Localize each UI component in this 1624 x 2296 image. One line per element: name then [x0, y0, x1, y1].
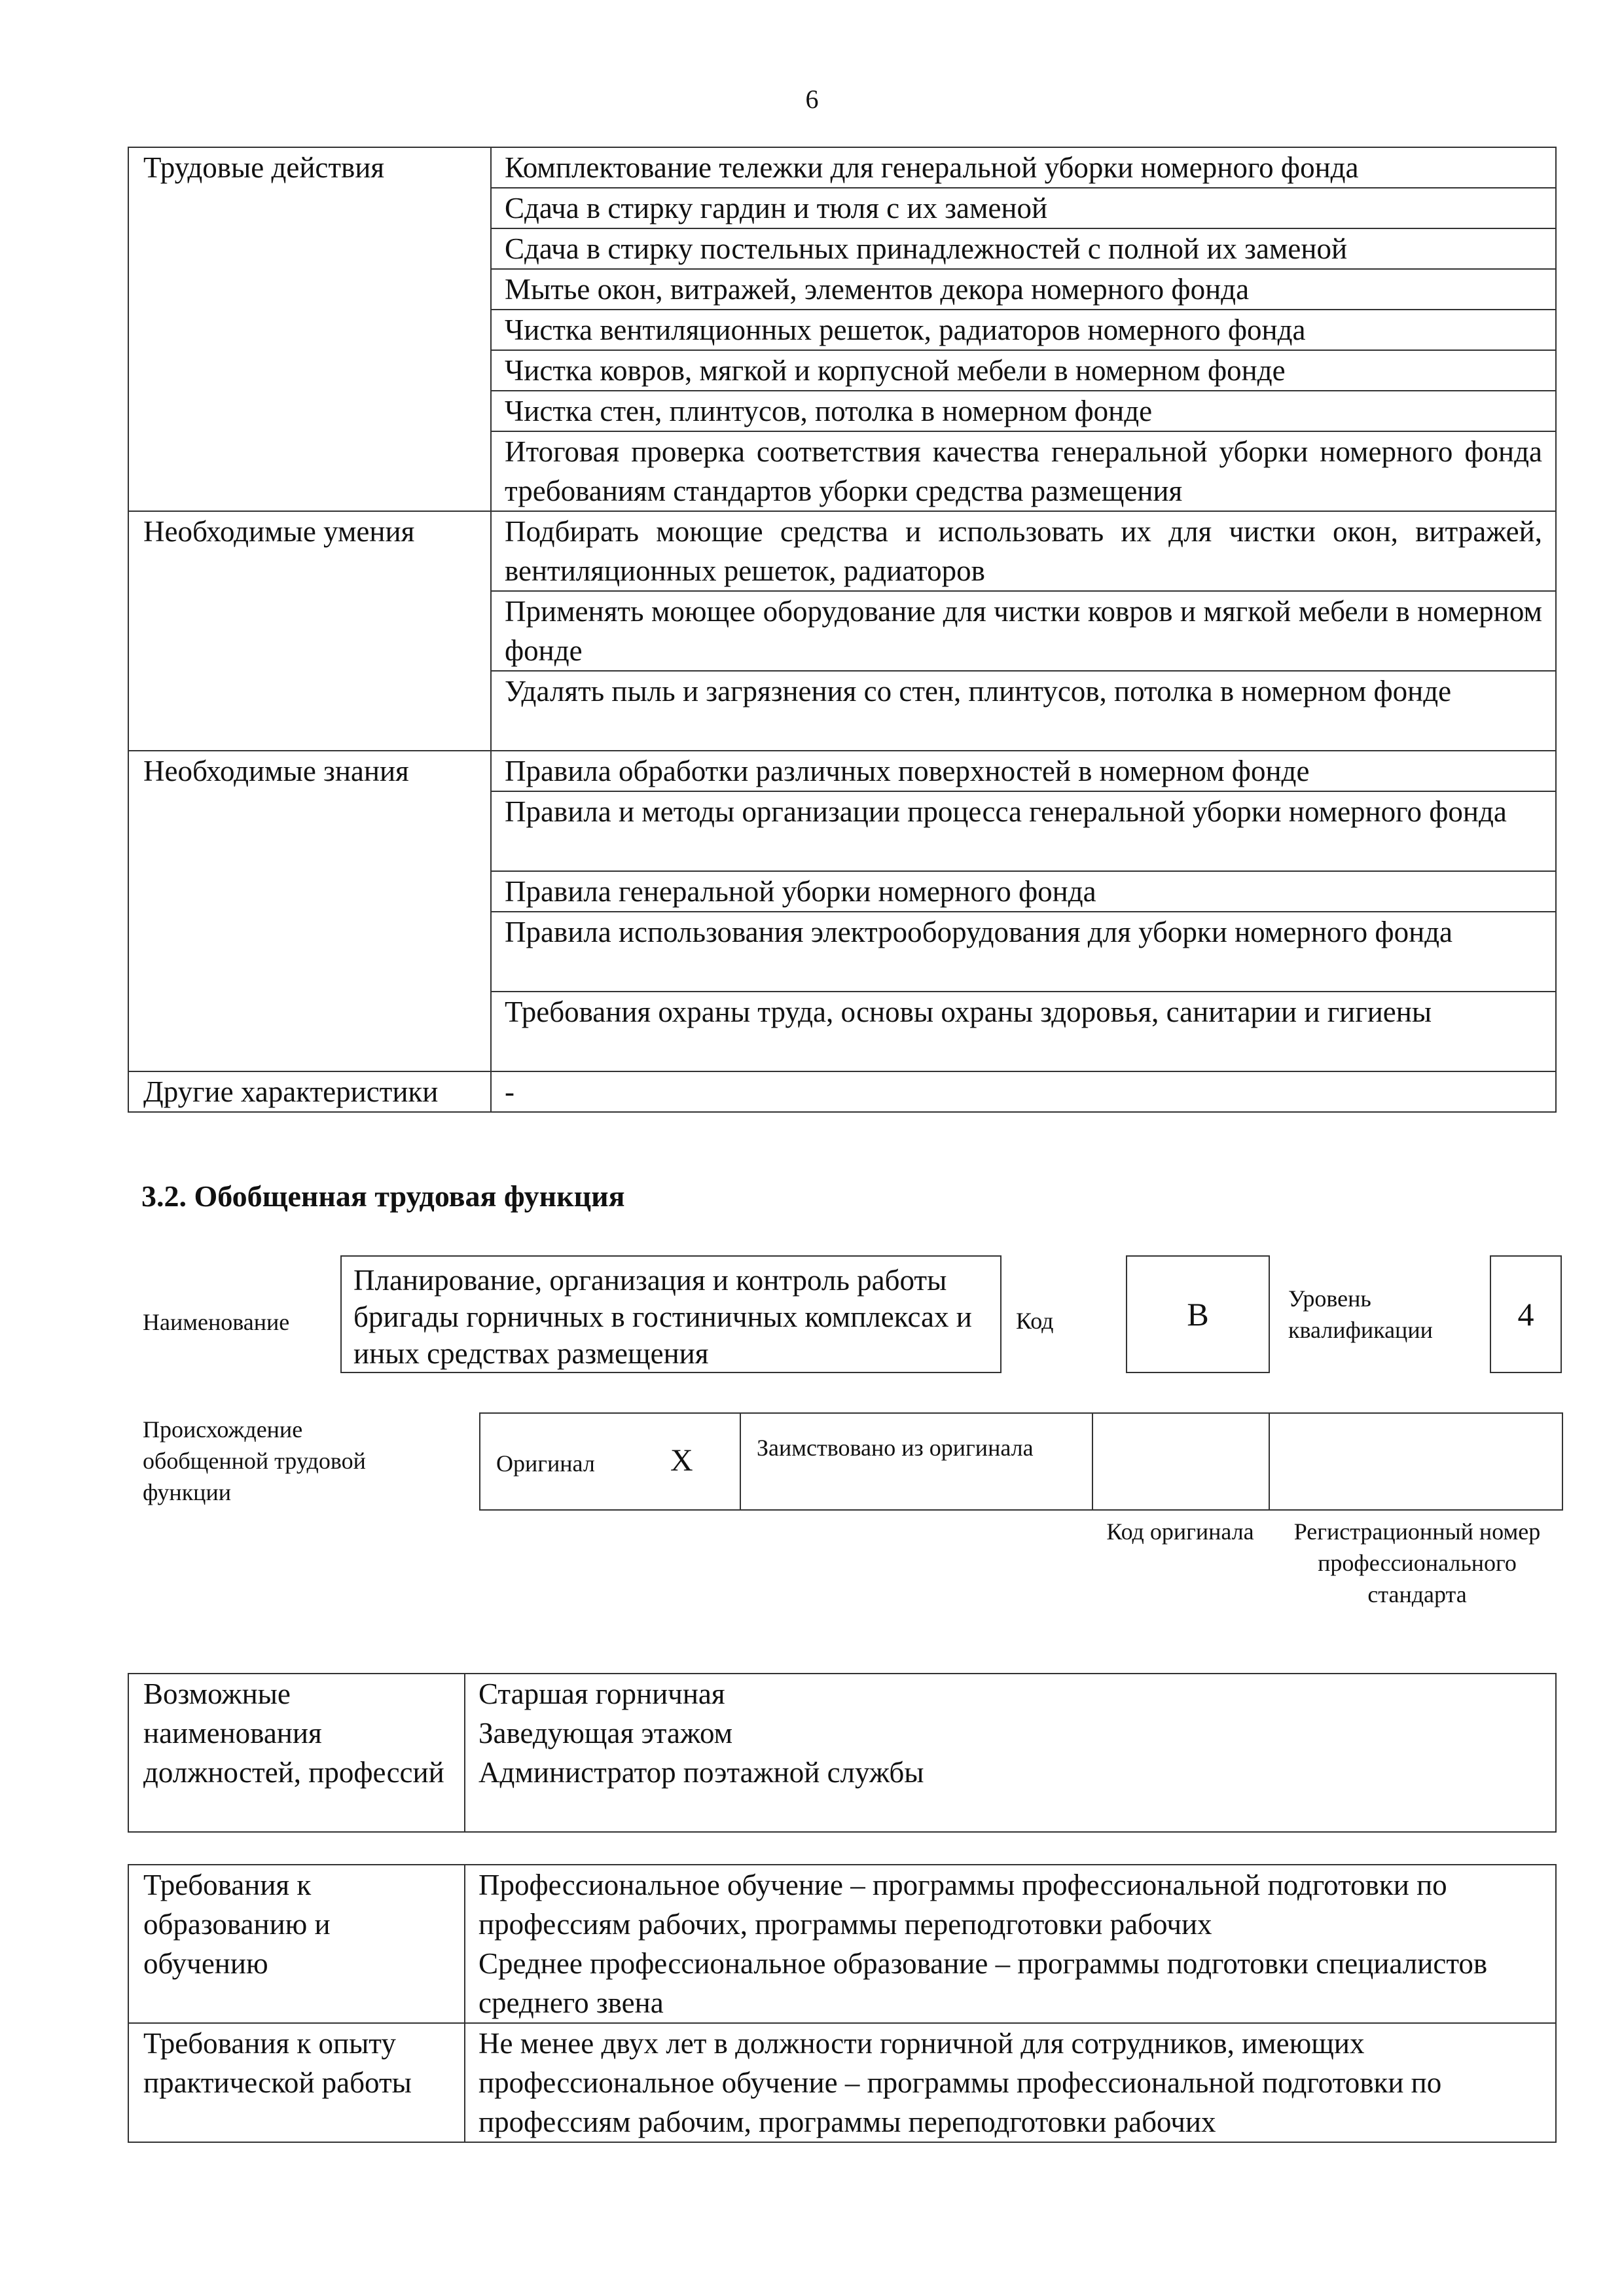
positions-values: [465, 1674, 1556, 1832]
education-requirements-label: Требования к образованию и обучению: [128, 1865, 465, 2023]
position-item: Заведующая этажом: [478, 1717, 733, 1749]
labour-action-item: Сдача в стирку постельных принадлежностей с полной их заменой: [491, 228, 1556, 269]
function-name-box: [340, 1255, 1001, 1373]
knowledge-item: Правила и методы организации процесса генеральной уборки номерного фонда: [491, 791, 1556, 871]
skill-item: Подбирать моющие средства и использовать их для чистки окон, витражей, вентиляционных решеток, радиаторов: [491, 511, 1556, 591]
positions-table: [128, 1673, 1557, 1833]
code-value-box: [1126, 1255, 1270, 1373]
knowledge-item: Правила обработки различных поверхностей в номерном фонде: [491, 751, 1556, 791]
original-mark: X: [670, 1443, 693, 1478]
page-number: 6: [805, 84, 819, 114]
code-original-caption: Код оригинала: [1106, 1518, 1254, 1545]
labour-function-table: [128, 147, 1557, 1113]
name-label: Наименование: [143, 1309, 290, 1335]
knowledge-item: Правила использования электрооборудования для уборки номерного фонда: [491, 912, 1556, 992]
row-label-labour-actions: Трудовые действия: [128, 147, 491, 511]
experience-item: Не менее двух лет в должности горничной для сотрудников, имеющих профессиональное обучение – программы профессиональной подготовки по профессиям рабочим, программы переподготовки рабочих: [478, 2027, 1442, 2138]
labour-action-item: Сдача в стирку гардин и тюля с их заменой: [491, 188, 1556, 228]
knowledge-item: Требования охраны труда, основы охраны здоровья, санитарии и гигиены: [491, 992, 1556, 1071]
qualification-level-box: [1490, 1255, 1562, 1373]
section-heading: 3.2. Обобщенная трудовая функция: [141, 1179, 625, 1213]
function-name-value: Планирование, организация и контроль работы бригады горничных в гостиничных комплексах и иных средствах размещения: [353, 1264, 972, 1370]
other-characteristics-value: -: [491, 1071, 1556, 1112]
education-item: Профессиональное обучение – программы профессиональной подготовки по профессиям рабочих, программы переподготовки рабочих: [478, 1869, 1447, 1941]
labour-action-item: Комплектование тележки для генеральной уборки номерного фонда: [491, 147, 1556, 188]
skill-item: Удалять пыль и загрязнения со стен, плинтусов, потолка в номерном фонде: [491, 671, 1556, 751]
code-value: B: [1187, 1296, 1209, 1333]
experience-requirements-label: Требования к опыту практической работы: [128, 2023, 465, 2142]
original-label: Оригинал: [496, 1450, 595, 1477]
code-label: Код: [1016, 1308, 1054, 1334]
labour-action-item: Чистка стен, плинтусов, потолка в номерном фонде: [491, 391, 1556, 431]
labour-action-item: Чистка ковров, мягкой и корпусной мебели в номерном фонде: [491, 350, 1556, 391]
origin-divider: [1092, 1412, 1093, 1511]
positions-label: Возможные наименования должностей, профессий: [128, 1674, 465, 1832]
position-item: Старшая горничная: [478, 1677, 725, 1710]
position-item: Администратор поэтажной службы: [478, 1756, 924, 1789]
origin-label: Происхождение обобщенной трудовой функции: [143, 1416, 366, 1505]
education-item: Среднее профессиональное образование – программы подготовки специалистов среднего звена: [478, 1947, 1488, 2019]
labour-action-item: Итоговая проверка соответствия качества генеральной уборки номерного фонда требованиям стандартов уборки средства размещения: [491, 431, 1556, 511]
row-label-required-skills: Необходимые умения: [128, 511, 491, 751]
origin-divider: [1269, 1412, 1270, 1511]
registration-number-caption: Регистрационный номер профессионального стандарта: [1293, 1518, 1541, 1607]
row-label-other-characteristics: Другие характеристики: [128, 1071, 491, 1112]
skill-item: Применять моющее оборудование для чистки ковров и мягкой мебели в номерном фонде: [491, 591, 1556, 671]
knowledge-item: Правила генеральной уборки номерного фонда: [491, 871, 1556, 912]
qualification-level-label: Уровень квалификации: [1288, 1285, 1433, 1343]
labour-action-item: Мытье окон, витражей, элементов декора номерного фонда: [491, 269, 1556, 310]
origin-divider: [740, 1412, 741, 1511]
requirements-table: [128, 1864, 1557, 2143]
labour-action-item: Чистка вентиляционных решеток, радиаторов номерного фонда: [491, 310, 1556, 350]
qualification-level-value: 4: [1517, 1296, 1534, 1333]
borrowed-label: Заимствовано из оригинала: [757, 1435, 1034, 1461]
row-label-required-knowledge: Необходимые знания: [128, 751, 491, 1071]
education-requirements-values: [465, 1865, 1556, 2023]
experience-requirements-values: [465, 2023, 1556, 2142]
